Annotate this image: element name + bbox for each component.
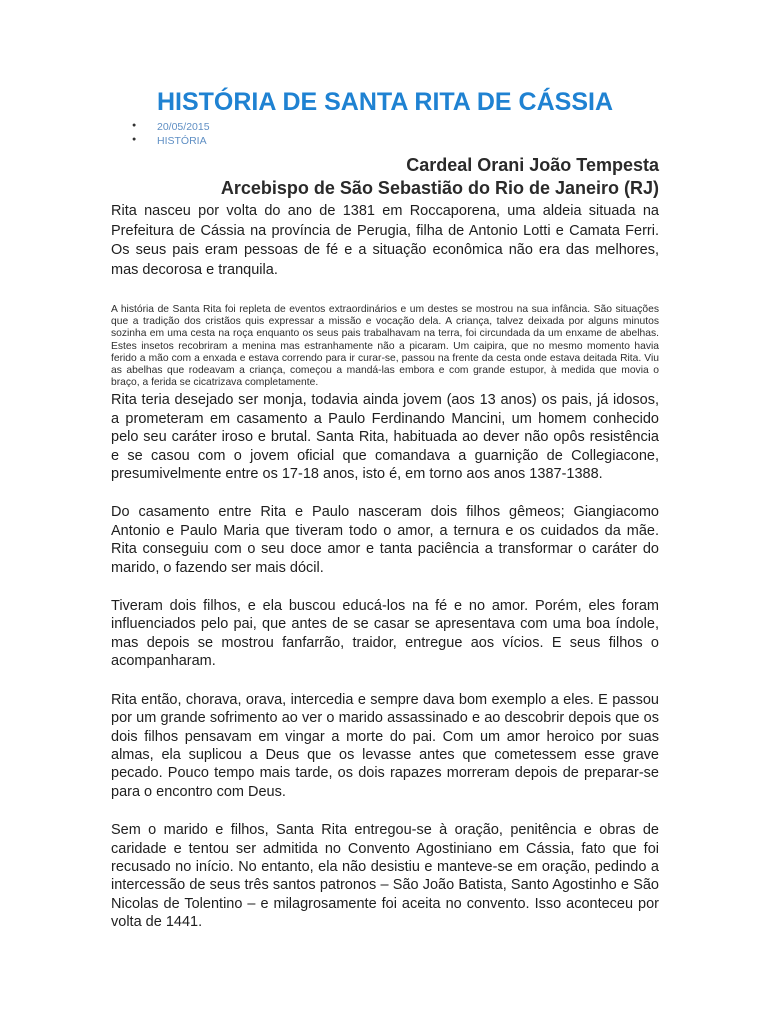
body-paragraph: Rita então, chorava, orava, intercedia e sempre dava bom exemplo a eles. E passou por um grande sofrimento ao ver o marido assassinado e ao descobrir depois que os dois filhos pensavam em vingar a morte do pai. Com um amor heroico por suas almas, ela suplicou a Deus que os levasse antes que cometessem esse grave pecado. Pouco tempo mais tarde, os dois rapazes morreram depois de preparar-se para o encontro com Deus. [111, 691, 659, 800]
article-title: HISTÓRIA DE SANTA RITA DE CÁSSIA [156, 88, 614, 116]
body-paragraph: Rita teria desejado ser monja, todavia ainda jovem (aos 13 anos) os pais, já idosos, a prometeram em casamento a Paulo Ferdinando Mancini, um homem conhecido pelo seu caráter iroso e brutal. Santa Rita, habituada ao dever não opôs resistência e se casou com o jovem oficial que comandava a guarnição de Collegiacone, presumivelmente entre os 17-18 anos, isto é, em torno aos anos 1387-1388. [111, 392, 659, 483]
post-date[interactable]: ● 20/05/2015 [111, 120, 659, 134]
author-name: Cardeal Orani João Tempesta [406, 155, 659, 175]
author-role: Arcebispo de São Sebastião do Rio de Janeiro (RJ) [220, 178, 659, 198]
article [111, 0, 659, 932]
small-print-paragraph: A história de Santa Rita foi repleta de eventos extraordinários e um destes se mostrou na sua infância. São situações que a tradição dos cristãos quis expressar a missão e vocação dela. A criança, talvez deixada por alguns minutos sozinha em uma cesta na roça enquanto os seus pais trabalhavam na terra, foi circundada da um enxame de abelhas. Estes insetos recobriram a menina mas estranhamente não a picaram. Um caipira, que no mesmo momento havia ferido a mão com a enxada e estava correndo para ir curar-se, passou na frente da cesta onde estava deitada Rita. Viu as abelhas que rodeavam a criança, começou a mandá-las embora e com grande estupor, à medida que movia o braço, a ferida se cicatrizava completamente. [111, 304, 659, 389]
body-paragraph: Tiveram dois filhos, e ela buscou educá-los na fé e no amor. Porém, eles foram influenciados pelo pai, que antes de se casar se apresentava com uma boa índole, mas depois se mostrou fanfarrão, traidor, entregue aos vícios. E seus filhos o acompanharam. [111, 598, 659, 670]
category-link[interactable]: ● HISTÓRIA [111, 134, 659, 148]
body-paragraph: Do casamento entre Rita e Paulo nasceram dois filhos gêmeos; Giangiacomo Antonio e Paulo Maria que tiveram todo o amor, a ternura e os cuidados da mãe. Rita conseguiu com o seu doce amor e tanta paciência a transformar o caráter do marido, o fazendo ser mais dócil. [111, 504, 659, 576]
lead-paragraph: Rita nasceu por volta do ano de 1381 em Roccaporena, uma aldeia situada na Prefeitura de Cássia na província de Perugia, filha de Antonio Lotti e Camata Ferri. Os seus pais eram pessoas de fé e a situação econômica não era das melhores, mas decorosa e tranquila. [111, 203, 659, 278]
body-paragraph: Sem o marido e filhos, Santa Rita entregou-se à oração, penitência e obras de caridade e tentou ser admitida no Convento Agostiniano em Cássia, fato que foi recusado no início. No entanto, ela não desistiu e manteve-se em oração, pedindo a intercessão de seus três santos patronos – São João Batista, Santo Agostinho e São Nicolas de Tolentino – e milagrosamente foi aceita no convento. Isso aconteceu por volta de 1441. [111, 822, 659, 931]
article-meta-list [111, 118, 659, 148]
author-block [111, 154, 659, 200]
